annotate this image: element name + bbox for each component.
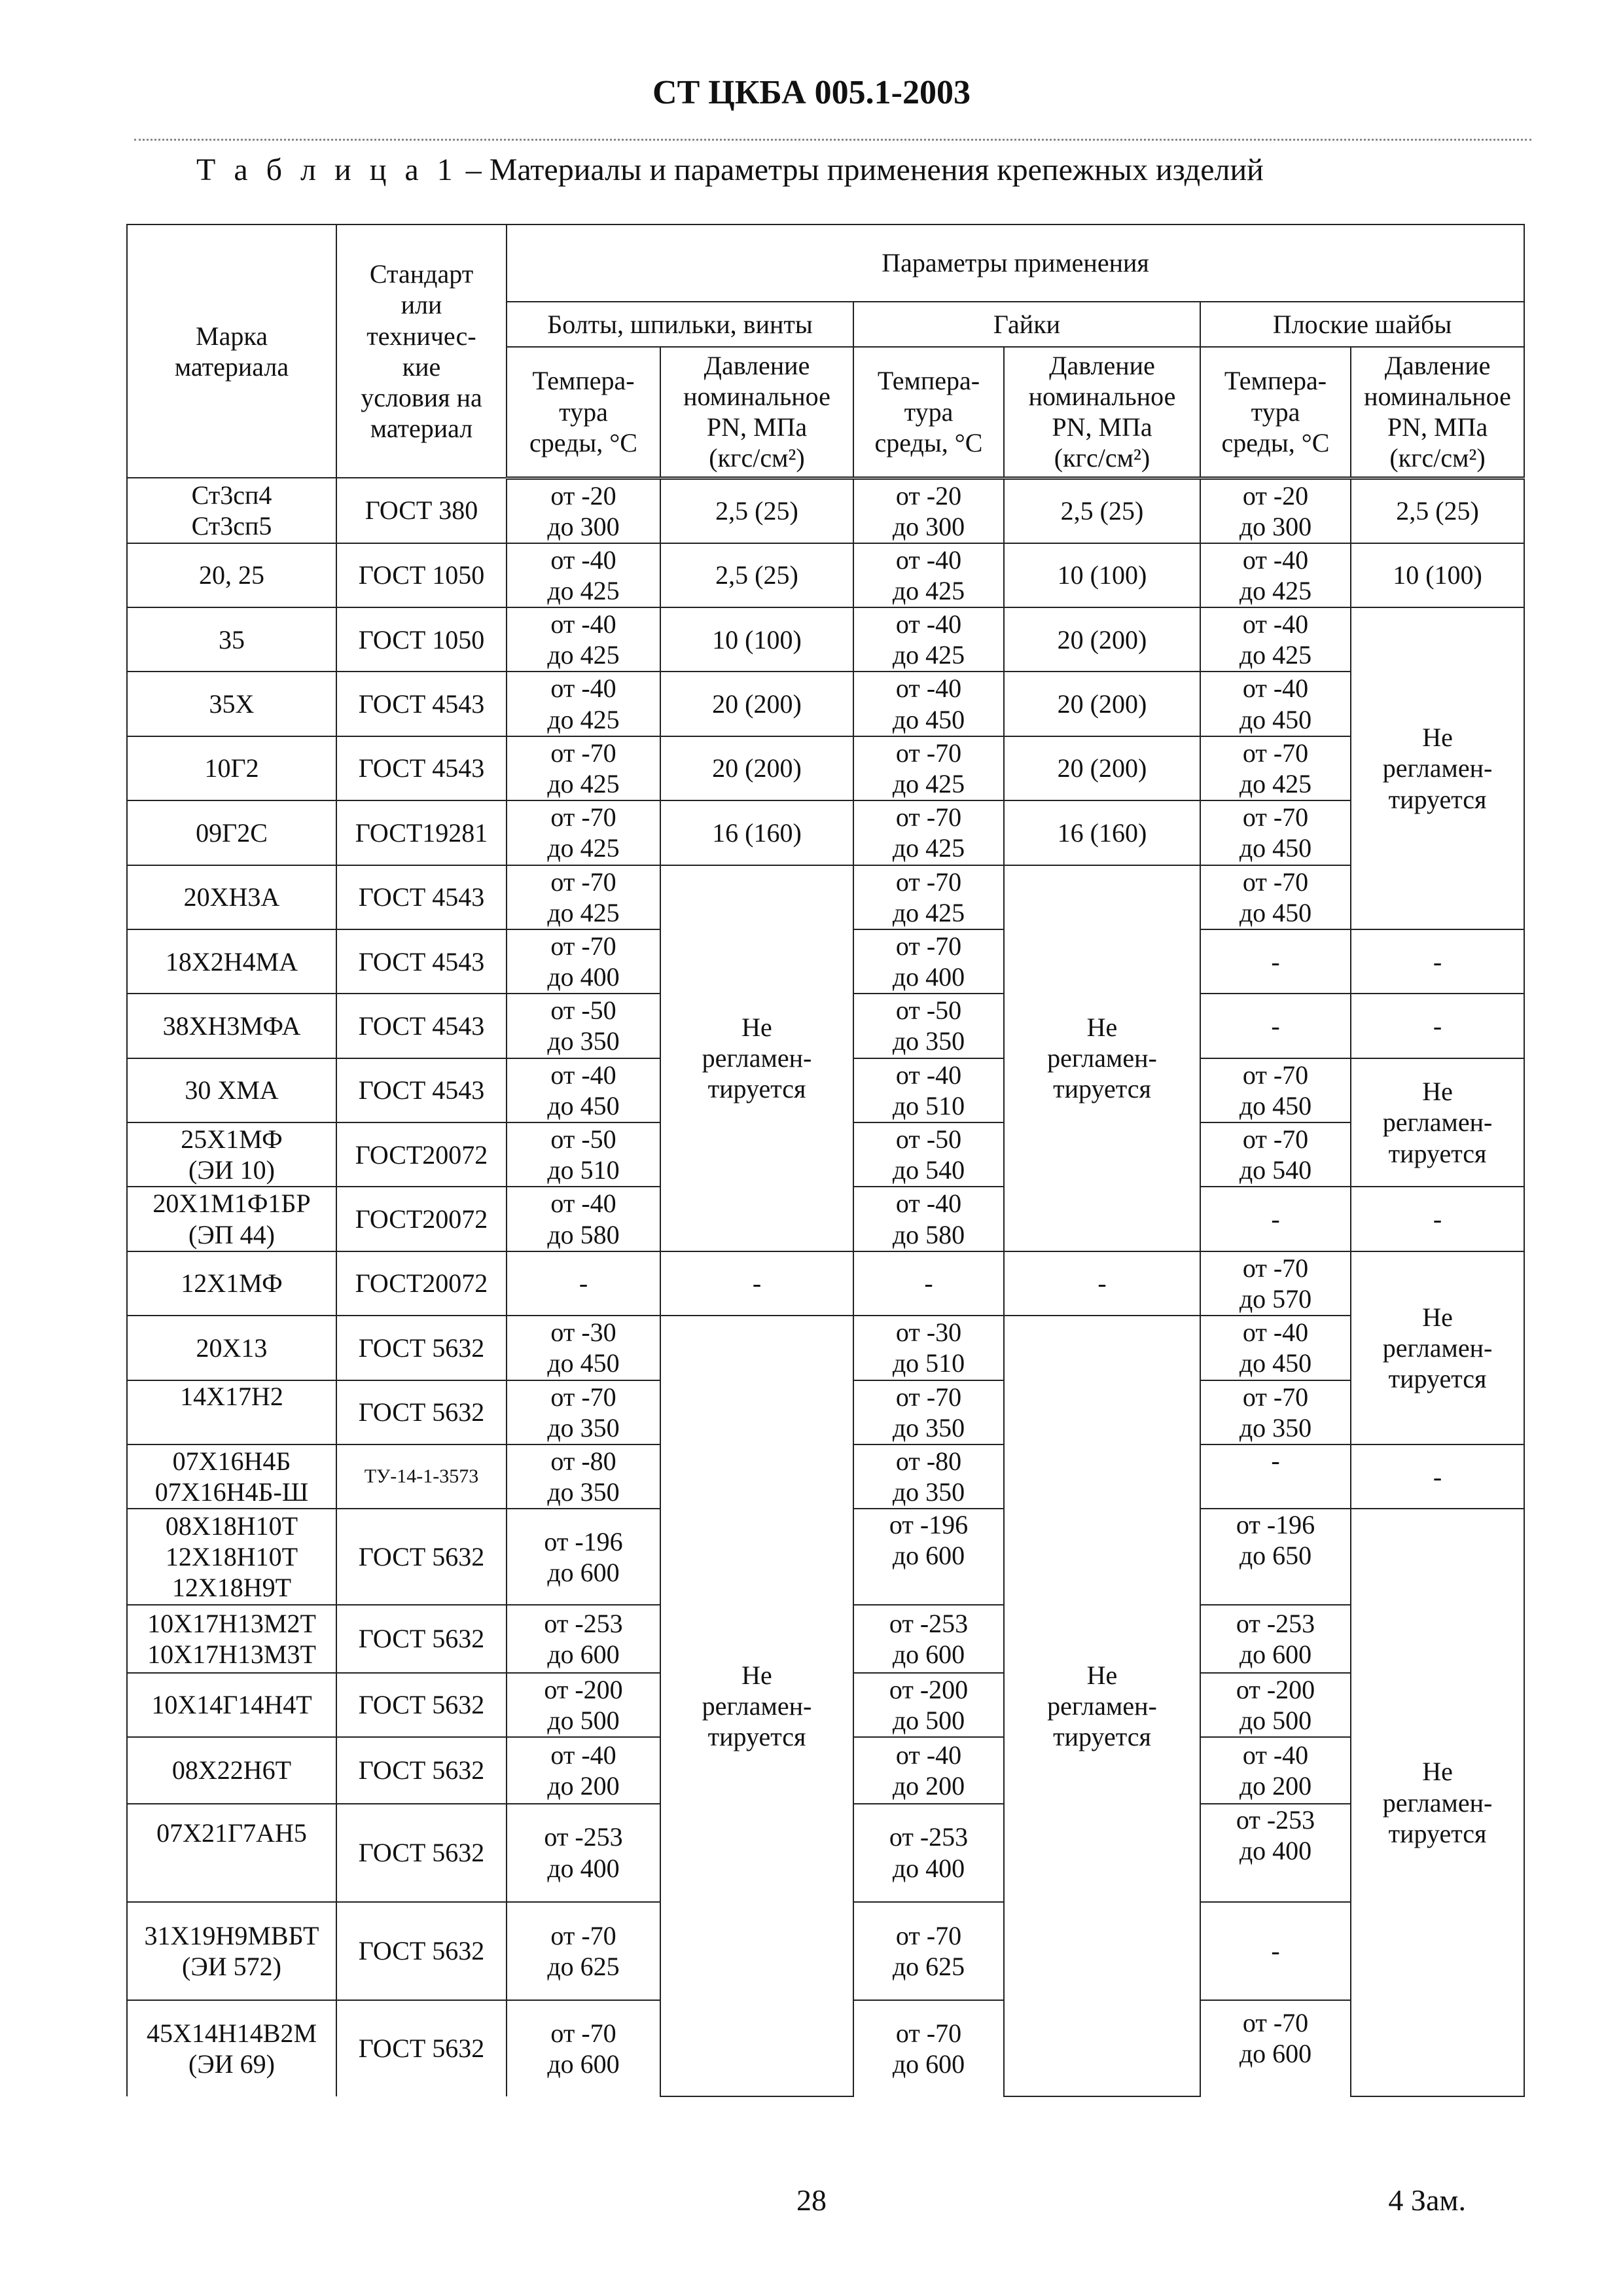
cell-bolt-temp: от -70 до 425 xyxy=(507,865,660,929)
cell-bolt-temp: от -70 до 350 xyxy=(507,1380,660,1444)
cell-nut-temp: от -30 до 510 xyxy=(853,1316,1004,1380)
cell-bolt-temp: от -40 до 200 xyxy=(507,1737,660,1803)
cell-bolt-temp: от -80 до 350 xyxy=(507,1444,660,1509)
cell-washer-temp: от -70 до 450 xyxy=(1200,865,1351,929)
cell-washer-temp: от -40 до 450 xyxy=(1200,672,1351,736)
cell-mark: 08Х22Н6Т xyxy=(127,1737,336,1803)
materials-table xyxy=(126,224,1525,2097)
cell-washer-temp: от -200 до 500 xyxy=(1200,1673,1351,1737)
header-nut-pressure: Давление номинальное PN, МПа (кгс/см²) xyxy=(1004,347,1200,478)
header-bolt-pressure: Давление номинальное PN, МПа (кгс/см²) xyxy=(660,347,853,478)
cell-mark: 10Х14Г14Н4Т xyxy=(127,1673,336,1737)
cell-mark: 35Х xyxy=(127,672,336,736)
cell-bolt-pressure: 20 (200) xyxy=(660,672,853,736)
cell-bolt-temp: от -196 до 600 xyxy=(507,1509,660,1605)
cell-washer-temp: от -40 до 200 xyxy=(1200,1737,1351,1803)
cell-nut-temp: от -253 до 600 xyxy=(853,1605,1004,1672)
cell-washer-temp: от -70 до 450 xyxy=(1200,800,1351,865)
cell-bolt-temp: от -70 до 425 xyxy=(507,736,660,800)
cell-standard: ГОСТ19281 xyxy=(336,800,507,865)
table-caption xyxy=(196,152,1264,188)
cell-nut-temp: от -70 до 600 xyxy=(853,2000,1004,2096)
cell-washer-temp: от -70 до 600 xyxy=(1200,2000,1351,2096)
cell-standard: ГОСТ 4543 xyxy=(336,929,507,994)
cell-standard: ТУ-14-1-3573 xyxy=(336,1444,507,1509)
cell-nut-temp: от -40 до 510 xyxy=(853,1058,1004,1122)
cell-standard: ГОСТ 4543 xyxy=(336,994,507,1058)
cell-bolt-temp: от -70 до 625 xyxy=(507,1902,660,2000)
header-bolt-temperature: Темпера- тура среды, °С xyxy=(507,347,660,478)
cell-mark: 35 xyxy=(127,607,336,672)
cell-standard: ГОСТ 5632 xyxy=(336,1380,507,1444)
header-washer-pressure: Давление номинальное PN, МПа (кгс/см²) xyxy=(1351,347,1524,478)
cell-standard: ГОСТ 5632 xyxy=(336,1605,507,1672)
cell-bolt-temp: от -70 до 600 xyxy=(507,2000,660,2096)
cell-mark: 10Х17Н13М2Т 10Х17Н13М3Т xyxy=(127,1605,336,1672)
cell-washer-temp: от -70 до 350 xyxy=(1200,1380,1351,1444)
cell-bolt-temp: от -30 до 450 xyxy=(507,1316,660,1380)
cell-mark: 12Х1МФ xyxy=(127,1251,336,1316)
cell-washer-pressure: 2,5 (25) xyxy=(1351,478,1524,543)
cell-standard: ГОСТ 380 xyxy=(336,478,507,543)
cell-washer-temp: от -70 до 450 xyxy=(1200,1058,1351,1122)
cell-nut-pressure: 20 (200) xyxy=(1004,607,1200,672)
cell-washer-temp: от -20 до 300 xyxy=(1200,478,1351,543)
cell-nut-temp: от -70 до 625 xyxy=(853,1902,1004,2000)
cell-mark: 18Х2Н4МА xyxy=(127,929,336,994)
cell-bolt-temp: от -50 до 350 xyxy=(507,994,660,1058)
cell-standard: ГОСТ 4543 xyxy=(336,1058,507,1122)
cell-nut-temp: от -200 до 500 xyxy=(853,1673,1004,1737)
cell-mark: 14Х17Н2 xyxy=(127,1380,336,1444)
cell-washer-temp: от -70 до 540 xyxy=(1200,1122,1351,1187)
cell-bolt-temp: от -40 до 580 xyxy=(507,1187,660,1251)
cell-washer-temp: от -40 до 425 xyxy=(1200,607,1351,672)
cell-standard: ГОСТ 5632 xyxy=(336,1902,507,2000)
cell-washer-pressure-not-regulated: Не регламен- тируется xyxy=(1351,607,1524,929)
page-number: 28 xyxy=(796,2183,827,2217)
cell-washer-pressure: - xyxy=(1351,929,1524,994)
cell-nut-pressure: 16 (160) xyxy=(1004,800,1200,865)
header-parameters: Параметры применения xyxy=(507,224,1524,302)
cell-mark: 20Х13 xyxy=(127,1316,336,1380)
cell-washer-temp: от -70 до 425 xyxy=(1200,736,1351,800)
cell-bolt-pressure: 10 (100) xyxy=(660,607,853,672)
cell-washer-temp: - xyxy=(1200,929,1351,994)
cell-bolt-temp: от -20 до 300 xyxy=(507,478,660,543)
cell-nut-temp: от -70 до 425 xyxy=(853,736,1004,800)
cell-nut-temp: от -70 до 400 xyxy=(853,929,1004,994)
cell-washer-temp: от -196 до 650 xyxy=(1200,1509,1351,1605)
cell-standard: ГОСТ20072 xyxy=(336,1251,507,1316)
cell-bolt-temp: от -253 до 600 xyxy=(507,1605,660,1672)
cell-standard: ГОСТ 5632 xyxy=(336,2000,507,2096)
cell-washer-pressure: - xyxy=(1351,994,1524,1058)
cell-washer-temp: от -253 до 600 xyxy=(1200,1605,1351,1672)
cell-mark: 20ХН3А xyxy=(127,865,336,929)
cell-nut-temp: от -70 до 425 xyxy=(853,800,1004,865)
caption-text: – Материалы и параметры применения крепежных изделий xyxy=(457,152,1264,187)
cell-standard: ГОСТ 5632 xyxy=(336,1316,507,1380)
cell-mark: 07Х16Н4Б 07Х16Н4Б-Ш xyxy=(127,1444,336,1509)
cell-nut-temp: от -40 до 425 xyxy=(853,543,1004,607)
cell-bolt-pressure: 2,5 (25) xyxy=(660,543,853,607)
cell-standard: ГОСТ 5632 xyxy=(336,1673,507,1737)
cell-nut-pressure: - xyxy=(1004,1251,1200,1316)
header-nuts: Гайки xyxy=(853,302,1200,347)
cell-mark: 08Х18Н10Т 12Х18Н10Т 12Х18Н9Т xyxy=(127,1509,336,1605)
cell-nut-temp: от -70 до 425 xyxy=(853,865,1004,929)
cell-nut-temp: от -40 до 450 xyxy=(853,672,1004,736)
cell-standard: ГОСТ20072 xyxy=(336,1187,507,1251)
cell-standard: ГОСТ 4543 xyxy=(336,865,507,929)
cell-bolt-temp: от -70 до 425 xyxy=(507,800,660,865)
cell-mark: 10Г2 xyxy=(127,736,336,800)
cell-washer-pressure: - xyxy=(1351,1187,1524,1251)
cell-bolt-pressure: 2,5 (25) xyxy=(660,478,853,543)
cell-washer-pressure-not-regulated: Не регламен- тируется xyxy=(1351,1509,1524,2096)
cell-nut-temp: от -196 до 600 xyxy=(853,1509,1004,1605)
cell-nut-temp: от -40 до 200 xyxy=(853,1737,1004,1803)
cell-washer-pressure: 10 (100) xyxy=(1351,543,1524,607)
cell-bolt-temp: - xyxy=(507,1251,660,1316)
cell-nut-pressure-not-regulated: Не регламен- тируется xyxy=(1004,865,1200,1251)
cell-nut-pressure: 20 (200) xyxy=(1004,672,1200,736)
header-standard: Стандарт или техничес- кие условия на материал xyxy=(336,224,507,478)
cell-washer-pressure: - xyxy=(1351,1444,1524,1509)
cell-washer-temp: от -40 до 450 xyxy=(1200,1316,1351,1380)
cell-bolt-pressure-not-regulated: Не регламен- тируется xyxy=(660,865,853,1251)
cell-standard: ГОСТ 5632 xyxy=(336,1509,507,1605)
cell-mark: 20, 25 xyxy=(127,543,336,607)
cell-mark: 38ХН3МФА xyxy=(127,994,336,1058)
cell-mark: 09Г2С xyxy=(127,800,336,865)
cell-washer-temp: - xyxy=(1200,1902,1351,2000)
cell-washer-temp: от -253 до 400 xyxy=(1200,1804,1351,1902)
cell-mark: 20Х1М1Ф1БР (ЭП 44) xyxy=(127,1187,336,1251)
cell-mark: 31Х19Н9МВБТ (ЭИ 572) xyxy=(127,1902,336,2000)
header-nut-temperature: Темпера- тура среды, °С xyxy=(853,347,1004,478)
cell-standard: ГОСТ 5632 xyxy=(336,1737,507,1803)
document-code: СТ ЦКБА 005.1-2003 xyxy=(652,74,971,111)
cell-bolt-temp: от -70 до 400 xyxy=(507,929,660,994)
cell-nut-temp: от -80 до 350 xyxy=(853,1444,1004,1509)
cell-bolt-temp: от -200 до 500 xyxy=(507,1673,660,1737)
cell-washer-temp: - xyxy=(1200,1444,1351,1509)
cell-mark: 45Х14Н14В2М (ЭИ 69) xyxy=(127,2000,336,2096)
cell-nut-temp: от -40 до 580 xyxy=(853,1187,1004,1251)
cell-bolt-temp: от -40 до 425 xyxy=(507,543,660,607)
cell-nut-temp: от -40 до 425 xyxy=(853,607,1004,672)
header-washer-temperature: Темпера- тура среды, °С xyxy=(1200,347,1351,478)
cell-bolt-temp: от -40 до 425 xyxy=(507,672,660,736)
cell-standard: ГОСТ 4543 xyxy=(336,672,507,736)
cell-nut-temp: от -20 до 300 xyxy=(853,478,1004,543)
amendment-note: 4 Зам. xyxy=(1388,2183,1466,2217)
cell-mark: 30 ХМА xyxy=(127,1058,336,1122)
cell-bolt-pressure: 16 (160) xyxy=(660,800,853,865)
cell-standard: ГОСТ 4543 xyxy=(336,736,507,800)
header-bolts: Болты, шпильки, винты xyxy=(507,302,853,347)
cell-nut-pressure: 2,5 (25) xyxy=(1004,478,1200,543)
cell-washer-temp: от -40 до 425 xyxy=(1200,543,1351,607)
cell-bolt-pressure-not-regulated: Не регламен- тируется xyxy=(660,1316,853,2096)
header-washers: Плоские шайбы xyxy=(1200,302,1524,347)
cell-nut-temp: от -50 до 540 xyxy=(853,1122,1004,1187)
cell-bolt-pressure: 20 (200) xyxy=(660,736,853,800)
cell-standard: ГОСТ20072 xyxy=(336,1122,507,1187)
cell-bolt-temp: от -50 до 510 xyxy=(507,1122,660,1187)
cell-nut-pressure-not-regulated: Не регламен- тируется xyxy=(1004,1316,1200,2096)
cell-nut-temp: - xyxy=(853,1251,1004,1316)
cell-mark: 07Х21Г7АН5 xyxy=(127,1804,336,1902)
header-rule xyxy=(134,139,1531,141)
header-mark: Марка материала xyxy=(127,224,336,478)
cell-nut-pressure: 10 (100) xyxy=(1004,543,1200,607)
cell-nut-pressure: 20 (200) xyxy=(1004,736,1200,800)
caption-label: Т а б л и ц а 1 xyxy=(196,152,458,187)
cell-bolt-pressure: - xyxy=(660,1251,853,1316)
cell-bolt-temp: от -40 до 425 xyxy=(507,607,660,672)
cell-nut-temp: от -50 до 350 xyxy=(853,994,1004,1058)
cell-washer-temp: - xyxy=(1200,1187,1351,1251)
cell-washer-pressure-not-regulated: Не регламен- тируется xyxy=(1351,1251,1524,1444)
cell-washer-pressure-not-regulated: Не регламен- тируется xyxy=(1351,1058,1524,1187)
cell-bolt-temp: от -40 до 450 xyxy=(507,1058,660,1122)
cell-nut-temp: от -70 до 350 xyxy=(853,1380,1004,1444)
cell-nut-temp: от -253 до 400 xyxy=(853,1804,1004,1902)
cell-standard: ГОСТ 5632 xyxy=(336,1804,507,1902)
cell-washer-temp: от -70 до 570 xyxy=(1200,1251,1351,1316)
cell-bolt-temp: от -253 до 400 xyxy=(507,1804,660,1902)
cell-mark: 25Х1МФ (ЭИ 10) xyxy=(127,1122,336,1187)
cell-washer-temp: - xyxy=(1200,994,1351,1058)
cell-standard: ГОСТ 1050 xyxy=(336,543,507,607)
cell-standard: ГОСТ 1050 xyxy=(336,607,507,672)
cell-mark: Ст3сп4 Ст3сп5 xyxy=(127,478,336,543)
